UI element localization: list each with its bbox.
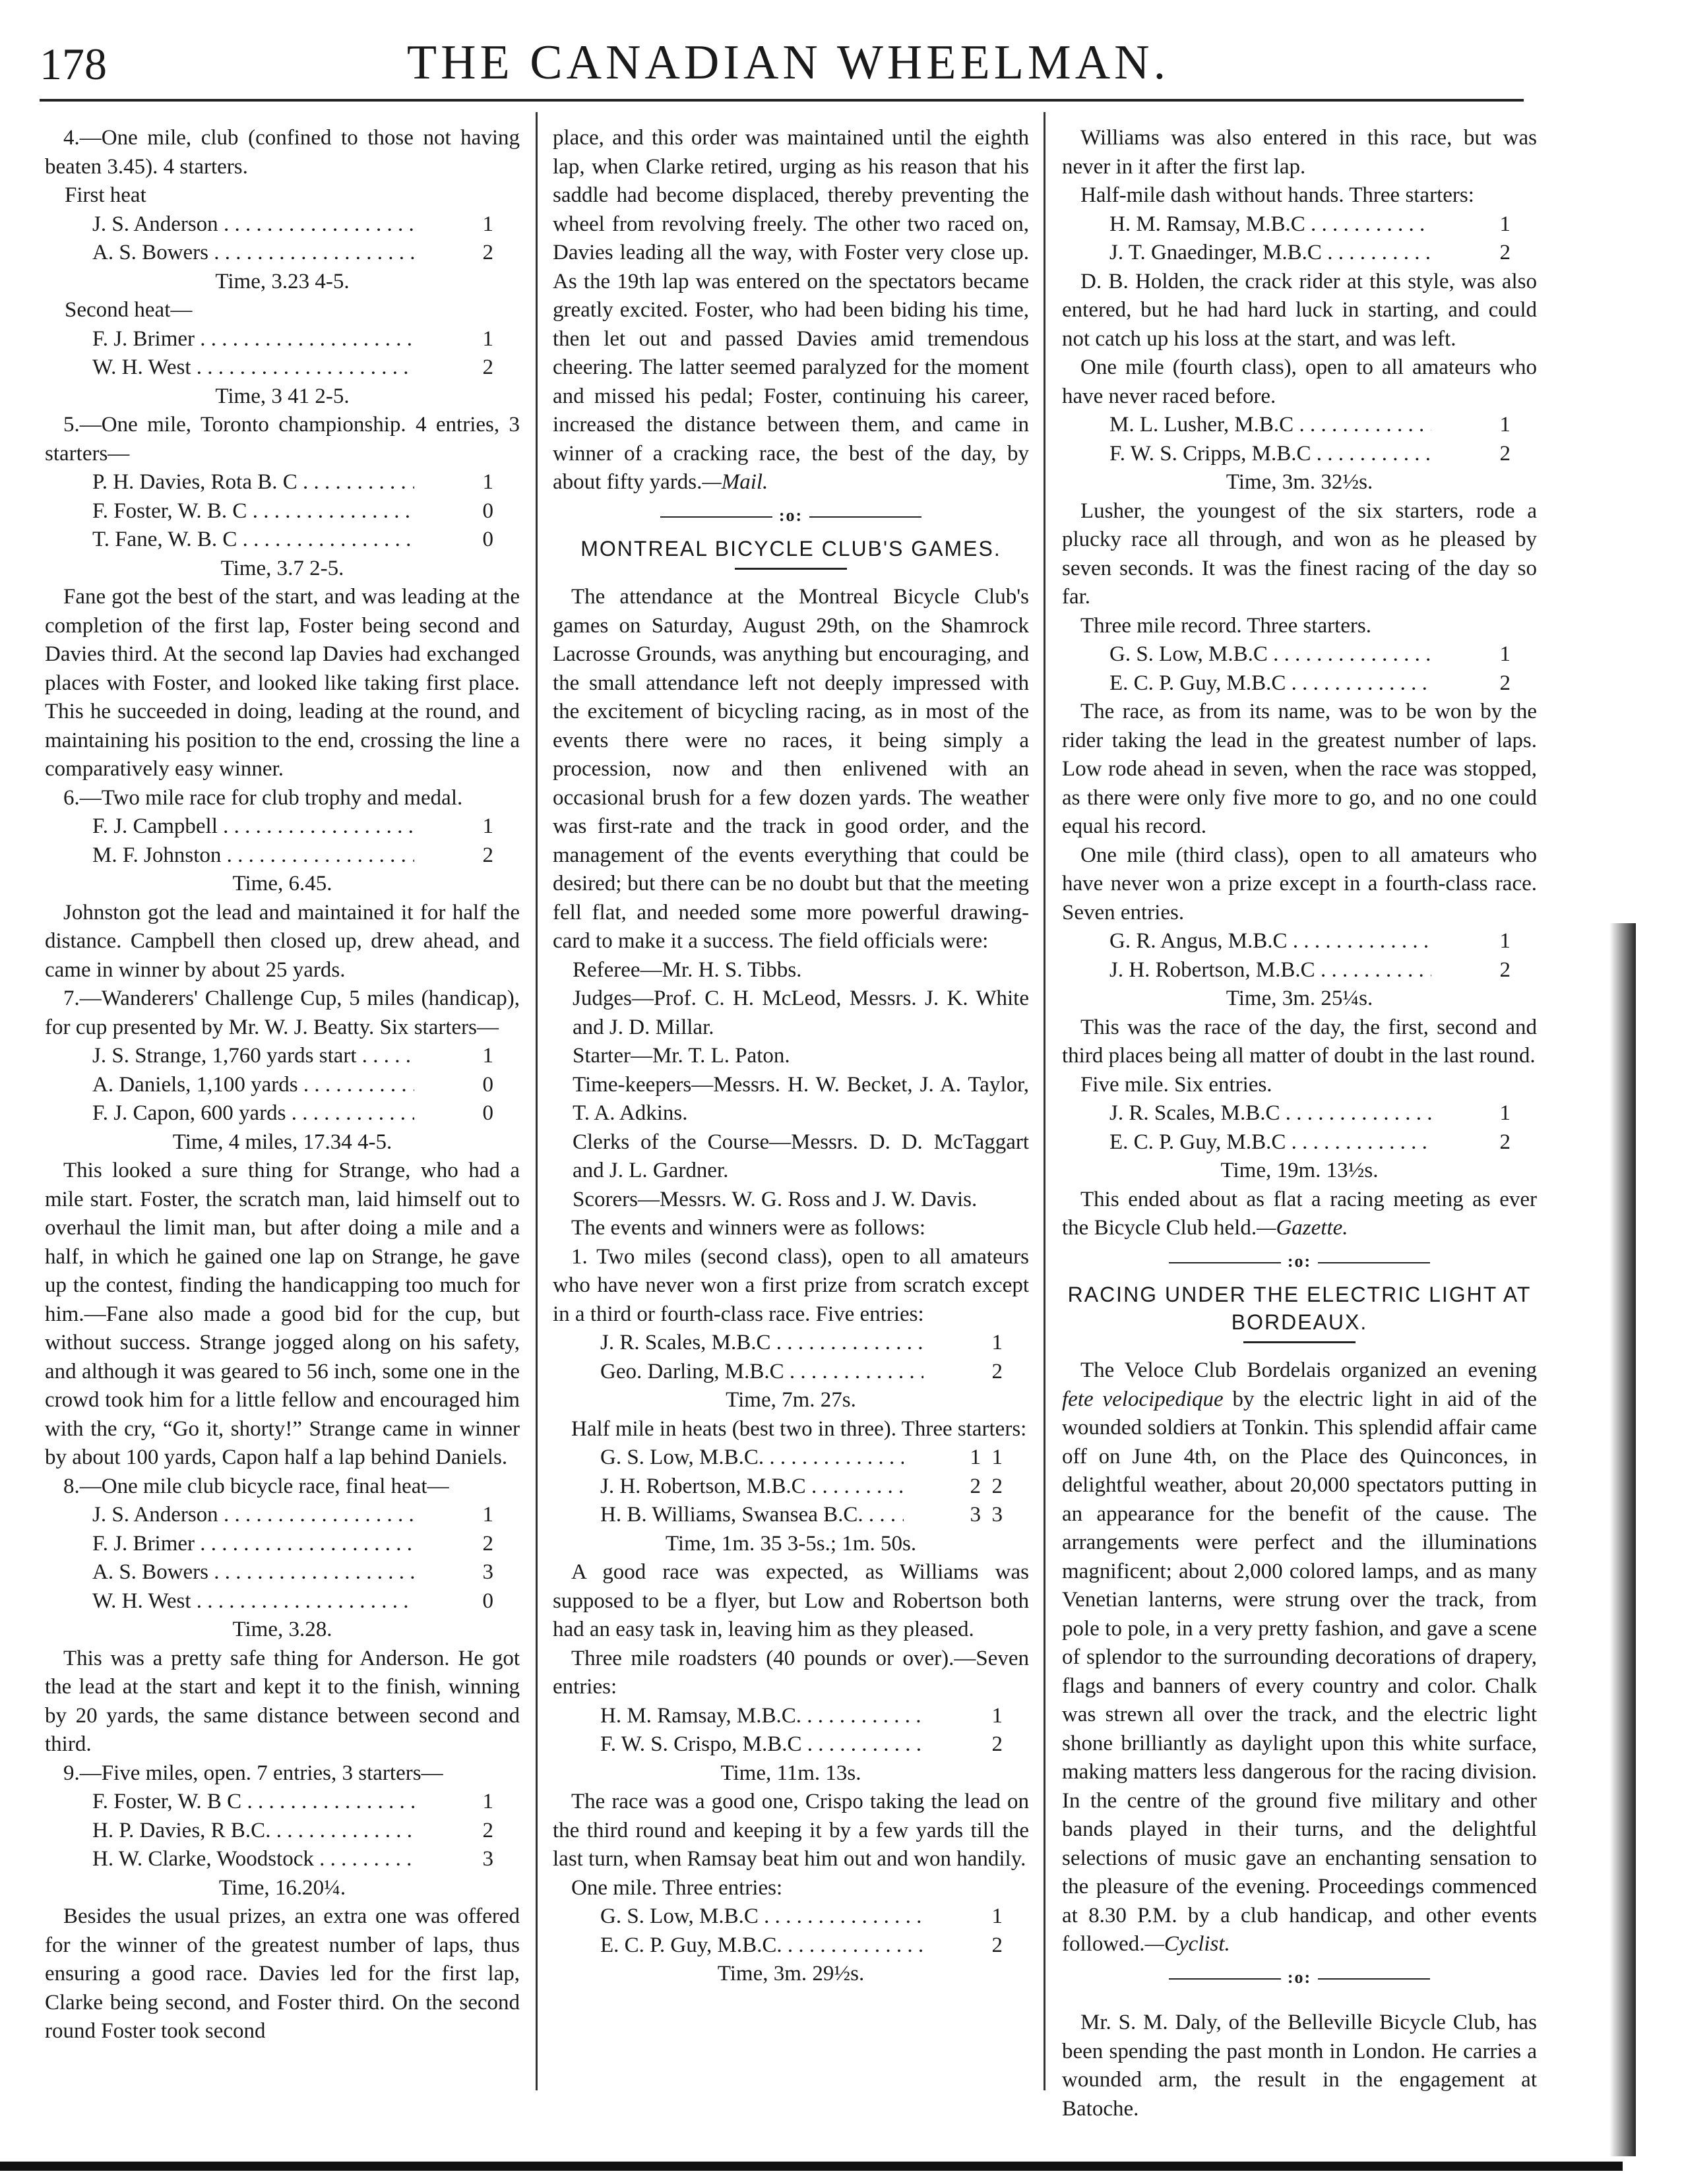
- official: Time-keepers—Messrs. H. W. Becket, J. A. Taylor, T. A. Adkins.: [573, 1072, 1029, 1125]
- page-edge-shadow: [1609, 923, 1636, 2156]
- race-time: Time, 3 41 2-5.: [215, 384, 350, 408]
- result-row: [1062, 239, 1537, 268]
- rider: J. H. Robertson, M.B.C . . .: [1109, 956, 1431, 985]
- rider: W. H. West . . .: [92, 1587, 414, 1616]
- race-report: The race was a good one, Crispo taking the lead on the third round and keeping it by a few yards till the last turn, when Ramsay beat him out and won handily.: [553, 1790, 1029, 1871]
- rider: J. T. Gnaedinger, M.B.C . . .: [1109, 239, 1431, 268]
- result-row: [45, 1558, 520, 1587]
- source-credit: —Gazette.: [1257, 1216, 1348, 1240]
- race-report: D. B. Holden, the crack rider at this style, was also entered, but he had hard luck in starting, and could not catch up his loss at the start, and was left.: [1062, 269, 1537, 351]
- publication-title: THE CANADIAN WHEELMAN.: [406, 36, 1170, 90]
- place: 1: [1499, 1101, 1511, 1125]
- place: 1: [482, 814, 493, 838]
- result-row: [553, 1501, 1029, 1530]
- result-row: [45, 210, 520, 239]
- event-title: Three mile roadsters (40 pounds or over).—Seven entries:: [553, 1646, 1029, 1699]
- race-report: The race, as from its name, was to be won by the rider taking the lead in the greatest number of laps. Low rode ahead in seven, when the race was stopped, as there were only five more to go, and no one could equal his record.: [1062, 700, 1537, 838]
- race-report: [553, 124, 1029, 497]
- article-text: The Veloce Club Bordelais organized an evening: [1080, 1358, 1537, 1382]
- result-row: [45, 353, 520, 382]
- official: Starter—Mr. T. L. Paton.: [573, 1044, 790, 1068]
- rider: J. H. Robertson, M.B.C . . .: [600, 1472, 904, 1502]
- place: 1: [1499, 642, 1511, 666]
- rider: H. B. Williams, Swansea B.C. . . .: [600, 1501, 904, 1530]
- event-title: Three mile record. Three starters.: [1080, 613, 1372, 638]
- result-row: [1062, 411, 1537, 440]
- event-title: 8.—One mile club bicycle race, final heat—: [63, 1474, 449, 1498]
- event-title: One mile. Three entries:: [571, 1875, 783, 1900]
- section-separator: [1062, 1247, 1537, 1276]
- heat-place: 3: [970, 1503, 981, 1527]
- heading-rule: [1243, 1341, 1356, 1343]
- rider: J. S. Anderson . . .: [92, 210, 414, 239]
- rider: F. J. Brimer . . .: [92, 1530, 414, 1559]
- place: 1: [1499, 929, 1511, 953]
- rider: A. Daniels, 1,100 yards . . .: [92, 1071, 414, 1100]
- race-time: Time, 19m. 13½s.: [1220, 1159, 1379, 1182]
- heat-place: 1: [991, 1445, 1003, 1469]
- place: [904, 1472, 1029, 1502]
- official: Referee—Mr. H. S. Tibbs.: [573, 957, 802, 982]
- result-row: [1062, 1128, 1537, 1157]
- result-row: [553, 1472, 1029, 1502]
- race-time: Time, 3m. 29½s.: [717, 1962, 865, 1986]
- place: 1: [482, 470, 493, 494]
- official: Scorers—Messrs. W. G. Ross and J. W. Davis.: [573, 1187, 978, 1211]
- rider: E. C. P. Guy, M.B.C. . . .: [600, 1931, 923, 1960]
- rider: T. Fane, W. B. C . . .: [92, 526, 414, 555]
- race-report: Johnston got the lead and maintained it for half the distance. Campbell then closed up, drew ahead, and came in winner by about 25 yards.: [45, 900, 520, 982]
- rider: J. R. Scales, M.B.C . . .: [1109, 1099, 1431, 1128]
- rider: F. J. Brimer . . .: [92, 325, 414, 354]
- race-time: Time, 16.20¼.: [218, 1875, 346, 1900]
- place: 2: [1499, 671, 1511, 695]
- column-2: [553, 124, 1029, 1989]
- race-time: Time, 11m. 13s.: [720, 1761, 861, 1785]
- rider: A. S. Bowers . . .: [92, 1558, 414, 1587]
- place: 1: [991, 1904, 1003, 1928]
- place: 3: [482, 1847, 493, 1871]
- place: 0: [482, 528, 493, 551]
- race-report: Williams was also entered in this race, but was never in it after the first lap.: [1062, 126, 1537, 179]
- result-row: [1062, 1099, 1537, 1128]
- column-1: [45, 124, 520, 2046]
- place: 2: [1499, 241, 1511, 264]
- rider: F. Foster, W. B C . . .: [92, 1788, 414, 1817]
- place: 2: [1499, 957, 1511, 982]
- heat-place: 2: [970, 1474, 981, 1498]
- place: 0: [482, 1101, 493, 1125]
- event-title: One mile (fourth class), open to all amateurs who have never raced before.: [1062, 355, 1537, 408]
- result-row: [1062, 210, 1537, 239]
- separator-mark: :o:: [778, 505, 803, 525]
- result-row: [45, 841, 520, 870]
- rider: J. S. Anderson . . .: [92, 1501, 414, 1530]
- race-time: Time, 3m. 25¼s.: [1226, 986, 1373, 1010]
- rider: M. L. Lusher, M.B.C . . .: [1109, 411, 1431, 440]
- event-title: Half-mile dash without hands. Three starters:: [1080, 183, 1474, 207]
- race-time: Time, 4 miles, 17.34 4-5.: [172, 1130, 392, 1154]
- race-time: Time, 3.7 2-5.: [220, 556, 344, 580]
- race-report: This was a pretty safe thing for Anderson. He got the lead at the start and kept it to the finish, winning by 20 yards, the same distance between second and third.: [45, 1646, 520, 1756]
- column-3: [1062, 124, 1537, 2123]
- separator-mark: :o:: [1287, 1251, 1312, 1271]
- result-row: [1062, 669, 1537, 698]
- race-report: [1062, 1186, 1537, 1243]
- news-item: Mr. S. M. Daly, of the Belleville Bicycle Club, has been spending the past month in London. He carries a wounded arm, the result in the engagement at Batoche.: [1062, 2011, 1537, 2121]
- event-title: 6.—Two mile race for club trophy and medal.: [63, 785, 463, 810]
- place: 2: [482, 355, 493, 379]
- race-time: Time, 3m. 32½s.: [1226, 470, 1373, 494]
- source-credit: —Cyclist.: [1144, 1932, 1230, 1956]
- rider: F. W. S. Crispo, M.B.C . . .: [600, 1730, 923, 1759]
- rider: Geo. Darling, M.B.C . . .: [600, 1358, 923, 1387]
- result-row: [1062, 927, 1537, 956]
- official: Judges—Prof. C. H. McLeod, Messrs. J. K. White and J. D. Millar.: [573, 986, 1029, 1039]
- place: 2: [482, 1818, 493, 1842]
- result-row: [45, 812, 520, 841]
- place: 1: [482, 326, 493, 351]
- race-time: Time, 1m. 35 3-5s.; 1m. 50s.: [665, 1531, 917, 1556]
- event-title: 1. Two miles (second class), open to all amateurs who have never won a first prize from scratch except in a third or fourth-class race. Five entries:: [553, 1244, 1029, 1326]
- result-row: [45, 239, 520, 268]
- rider: E. C. P. Guy, M.B.C . . .: [1109, 1128, 1431, 1157]
- result-row: [45, 1530, 520, 1559]
- event-title: Half mile in heats (best two in three). Three starters:: [571, 1416, 1027, 1441]
- column-rule: [1044, 112, 1045, 2090]
- event-title: 7.—Wanderers' Challenge Cup, 5 miles (handicap), for cup presented by Mr. W. J. Beatty. Six starters—: [45, 986, 520, 1039]
- rider: G. S. Low, M.B.C . . .: [600, 1902, 923, 1931]
- place: 1: [482, 1503, 493, 1527]
- place: 2: [1499, 441, 1511, 466]
- result-row: [1062, 440, 1537, 469]
- place: 0: [482, 1072, 493, 1097]
- heat-place: 3: [991, 1503, 1003, 1527]
- place: 2: [482, 843, 493, 867]
- page-number: 178: [40, 39, 107, 89]
- section-separator: [1062, 1963, 1537, 1992]
- rider: H. M. Ramsay, M.B.C. . . .: [600, 1702, 923, 1731]
- result-row: [45, 1587, 520, 1616]
- race-time: Time, 3.28.: [232, 1618, 332, 1641]
- result-row: [553, 1702, 1029, 1731]
- place: 0: [482, 1589, 493, 1613]
- report-continued: place, and this order was maintained until the eighth lap, when Clarke retired, urging as his reason that his saddle had become displaced, thereby preventing the wheel from revolving freely. The other two raced on, Davies leading all the way, with Foster very close up. As the 19th lap was entered on the spectators became greatly excited. Foster, who had been biding his time, then let out and passed Davies amid tremendous cheering. The latter seemed paralyzed for the moment and missed his pedal; Foster, continuing his career, increased the distance between them, and came in winner of a cracking race, the best of the day, by about fifty yards.: [553, 126, 1029, 494]
- place: [904, 1443, 1029, 1472]
- official: Clerks of the Course—Messrs. D. D. McTaggart and J. L. Gardner.: [573, 1130, 1029, 1182]
- rider: M. F. Johnston . . .: [92, 841, 414, 870]
- article-body: [1062, 1356, 1537, 1959]
- race-report: This was the race of the day, the first, second and third places being all matter of doubt in the last round.: [1062, 1015, 1537, 1068]
- place: 2: [1499, 1130, 1511, 1154]
- result-row: [45, 468, 520, 497]
- event-title: 4.—One mile, club (confined to those not having beaten 3.45). 4 starters.: [45, 126, 520, 179]
- place: 2: [991, 1933, 1003, 1957]
- section-separator: [553, 501, 1029, 530]
- heading-rule: [735, 568, 847, 570]
- result-row: [45, 1845, 520, 1874]
- rider: F. J. Capon, 600 yards . . .: [92, 1099, 414, 1128]
- rider: F. J. Campbell . . .: [92, 812, 414, 841]
- race-report: Lusher, the youngest of the six starters, rode a plucky race all through, and won as he pleased by seven seconds. It was the finest racing of the day so far.: [1062, 499, 1537, 609]
- result-row: [553, 1931, 1029, 1960]
- race-time: Time, 3.23 4-5.: [215, 269, 350, 293]
- heat-place: 1: [970, 1445, 981, 1469]
- header-rule: [40, 99, 1524, 102]
- article-text: by the electric light in aid of the wounded soldiers at Tonkin. This splendid affair came off on June 4th, on the Place des Quinconces, in delightful weather, about 20,000 spectators putting in an appearance for the benefit of the cause. The arrangements were perfect and the illuminations magnificent; about 2,000 colored lamps, and as many Venetian lanterns, were strung over the track, from pole to pole, in a very pretty fashion, and gave a scene of splendor to the surrounding decorations of drapery, flags and banners of every country and color. Chalk was strewn all over the track, and the electric light shone brilliantly as daylight upon this white surface, making matters less dangerous for the racing division. In the centre of the ground five military and other bands played in their turns, and the delightful selections of music gave an enchanting sensation to the pleasure of the evening. Proceedings commenced at 8.30 P.M. by a club handicap, and other events followed.: [1062, 1387, 1537, 1956]
- race-report: Fane got the best of the start, and was leading at the completion of the first lap, Foster being second and Davies third. At the second lap Davies had exchanged places with Foster, and looked like taking first place. This he succeeded in doing, leading at the round, and maintaining his position to the end, crossing the line a comparatively easy winner.: [45, 585, 520, 781]
- rider: G. S. Low, M.B.C . . .: [1109, 640, 1431, 669]
- rider: H. W. Clarke, Woodstock . . .: [92, 1845, 414, 1874]
- rider: E. C. P. Guy, M.B.C . . .: [1109, 669, 1431, 698]
- rider: J. R. Scales, M.B.C . . .: [600, 1329, 923, 1358]
- events-intro: The events and winners were as follows:: [571, 1216, 926, 1240]
- result-row: [553, 1443, 1029, 1472]
- result-row: [553, 1329, 1029, 1358]
- place: 2: [991, 1732, 1003, 1756]
- place: 2: [482, 241, 493, 264]
- result-row: [45, 1788, 520, 1817]
- separator-mark: :o:: [1287, 1967, 1312, 1987]
- place: 1: [482, 1790, 493, 1813]
- heat-place: 2: [991, 1474, 1003, 1498]
- race-report: This looked a sure thing for Strange, who had a mile start. Foster, the scratch man, laid himself out to overhaul the limit man, but after doing a mile and a half, in which he gained one lap on Strange, he gave up the contest, finding the handicapping too much for him.—Fane also made a good bid for the cup, but without success. Strange jogged along on his safety, and although it was geared to 56 inch, some one in the crowd took him for a little fellow and encouraged him with the cry, “Go it, shorty!” Strange came in winner by about 100 yards, Capon half a lap behind Daniels.: [45, 1159, 520, 1469]
- event-title: 9.—Five miles, open. 7 entries, 3 starters—: [63, 1761, 443, 1785]
- rider: F. W. S. Cripps, M.B.C . . .: [1109, 440, 1431, 469]
- result-row: [1062, 640, 1537, 669]
- bottom-border: [0, 2162, 1623, 2171]
- rider: A. S. Bowers . . .: [92, 239, 414, 268]
- result-row: [1062, 956, 1537, 985]
- place: 1: [1499, 413, 1511, 437]
- result-row: [45, 1071, 520, 1100]
- race-time: Time, 7m. 27s.: [726, 1388, 856, 1412]
- place: 2: [991, 1359, 1003, 1383]
- result-row: [553, 1902, 1029, 1931]
- place: 1: [991, 1331, 1003, 1354]
- event-title: 5.—One mile, Toronto championship. 4 entries, 3 starters—: [45, 413, 520, 466]
- rider: W. H. West . . .: [92, 353, 414, 382]
- column-rule: [536, 112, 538, 2090]
- rider: P. H. Davies, Rota B. C . . .: [92, 468, 414, 497]
- place: 1: [482, 1044, 493, 1068]
- place: 3: [482, 1560, 493, 1584]
- place: 1: [1499, 212, 1511, 236]
- event-title: Five mile. Six entries.: [1080, 1072, 1272, 1097]
- section-heading: MONTREAL BICYCLE CLUB'S GAMES.: [580, 537, 1001, 561]
- race-time: Time, 6.45.: [232, 872, 332, 895]
- place: 1: [991, 1703, 1003, 1728]
- source-credit: —Mail.: [702, 470, 768, 494]
- rider: G. S. Low, M.B.C. . . .: [600, 1443, 904, 1472]
- place: [904, 1501, 1029, 1530]
- rider: F. Foster, W. B. C . . .: [92, 497, 414, 526]
- rider: G. R. Angus, M.B.C . . .: [1109, 927, 1431, 956]
- race-report: A good race was expected, as Williams was supposed to be a flyer, but Low and Robertson both had an easy task in, leaving him as they pleased.: [553, 1560, 1029, 1641]
- report-text: This ended about as flat a racing meeting as ever the Bicycle Club held.: [1062, 1187, 1537, 1240]
- place: 2: [482, 1531, 493, 1556]
- result-row: [553, 1730, 1029, 1759]
- event-title: One mile (third class), open to all amateurs who have never won a prize except in a fourth-class race. Seven entries.: [1062, 843, 1537, 925]
- page-header: [40, 32, 1537, 104]
- result-row: [45, 497, 520, 526]
- place: 0: [482, 499, 493, 523]
- result-row: [45, 526, 520, 555]
- race-report: Besides the usual prizes, an extra one was offered for the winner of the greatest number of laps, thus ensuring a good race. Davies led for the first lap, Clarke being second, and Foster third. On the second round Foster took second: [45, 1904, 520, 2043]
- result-row: [45, 1042, 520, 1071]
- section-heading: RACING UNDER THE ELECTRIC LIGHT AT BORDEAUX.: [1067, 1283, 1532, 1334]
- heat-label: First heat: [65, 183, 146, 207]
- article-intro: The attendance at the Montreal Bicycle Club's games on Saturday, August 29th, on the Shamrock Lacrosse Grounds, was anything but encouraging, and the small attendance left not deeply impressed with the excitement of bicycling racing, as in most of the events there were no races, it being simply a procession, now and then enlivened with an occasional brush for a few dozen yards. The weather was first-rate and the track in good order, and the management of the events everything that could be desired; but there can be no doubt but that the meeting fell flat, and needed some more powerful drawing-card to make it a success. The field officials were:: [553, 585, 1029, 953]
- rider: J. S. Strange, 1,760 yards start . . .: [92, 1042, 414, 1071]
- place: 1: [482, 212, 493, 236]
- result-row: [45, 1099, 520, 1128]
- result-row: [45, 1501, 520, 1530]
- result-row: [553, 1358, 1029, 1387]
- rider: H. M. Ramsay, M.B.C . . .: [1109, 210, 1431, 239]
- result-row: [45, 1817, 520, 1846]
- article-italic: fete velocipedique: [1062, 1387, 1224, 1411]
- rider: H. P. Davies, R B.C. . . .: [92, 1817, 414, 1846]
- heat-label: Second heat—: [65, 298, 193, 322]
- result-row: [45, 325, 520, 354]
